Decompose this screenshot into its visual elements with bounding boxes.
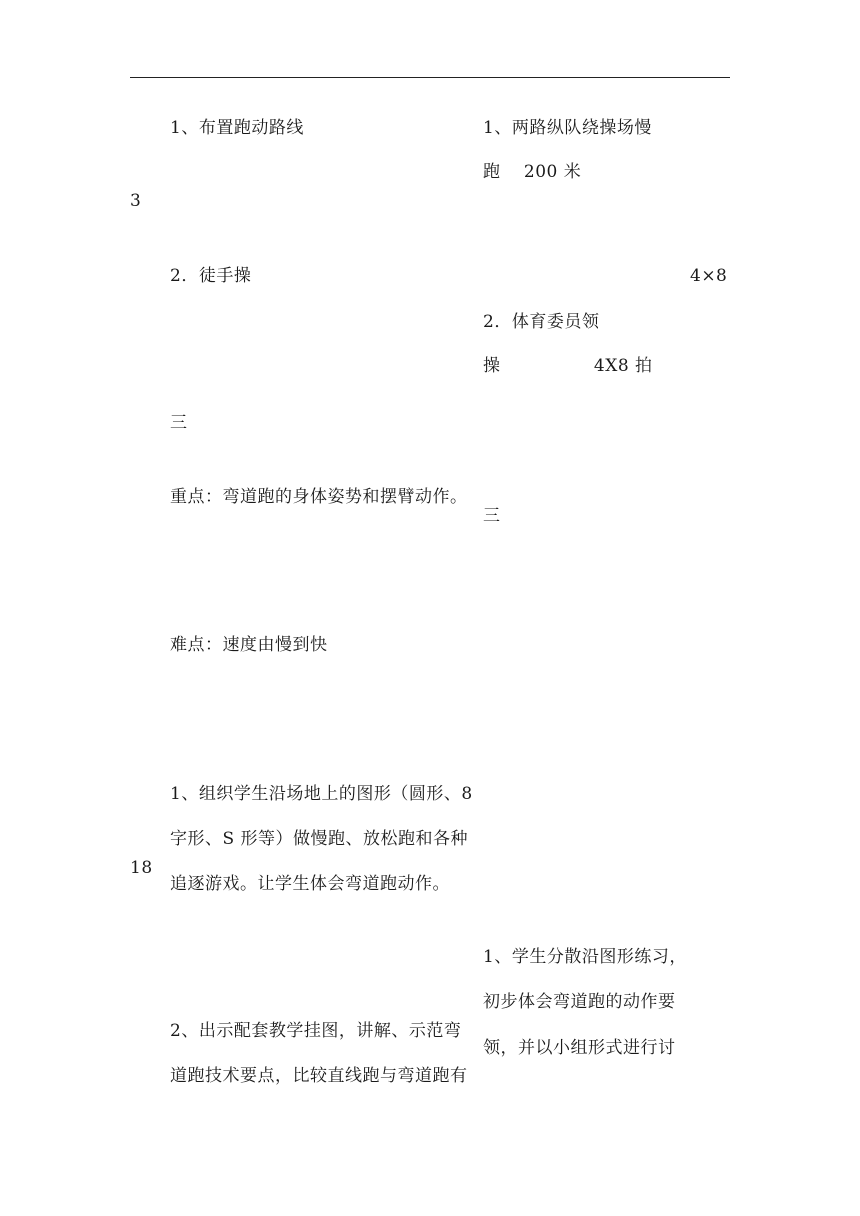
teacher-item-1-line-3: 追逐游戏。让学生体会弯道跑动作。 — [170, 874, 450, 894]
time-minutes-1: 3 — [130, 191, 142, 211]
difficulty-point: 难点：速度由慢到快 — [170, 635, 328, 655]
teacher-item-2-line-2: 道跑技术要点，比较直线跑与弯道跑有 — [170, 1066, 468, 1086]
teacher-item-1-line-1: 1、组织学生沿场地上的图形（圆形、8 — [170, 784, 473, 804]
student-practice-line-3: 领，并以小组形式进行讨 — [483, 1038, 676, 1058]
warmup-item-1: 1、布置跑动路线 — [170, 118, 304, 138]
section-marker-right: 三 — [483, 506, 501, 526]
teacher-item-1-line-2: 字形、S 形等）做慢跑、放松跑和各种 — [170, 829, 469, 849]
student-item-1-line-2: 跑 200 米 — [483, 162, 582, 182]
section-marker-left: 三 — [170, 413, 188, 433]
warmup-item-2: 2．徒手操 — [170, 266, 252, 286]
student-item-1-line-1: 1、两路纵队绕操场慢 — [483, 118, 652, 138]
time-minutes-2: 18 — [130, 858, 153, 878]
repetition-count: 4×8 — [690, 266, 728, 286]
student-item-2-line-1: 2．体育委员领 — [483, 312, 600, 332]
header-rule — [130, 77, 730, 78]
teacher-item-2-line-1: 2、出示配套教学挂图，讲解、示范弯 — [170, 1021, 462, 1041]
student-item-2-line-2: 操 4X8 拍 — [483, 356, 653, 376]
key-point: 重点：弯道跑的身体姿势和摆臂动作。 — [170, 487, 468, 507]
student-practice-line-1: 1、学生分散沿图形练习， — [483, 947, 687, 967]
student-practice-line-2: 初步体会弯道跑的动作要 — [483, 992, 676, 1012]
